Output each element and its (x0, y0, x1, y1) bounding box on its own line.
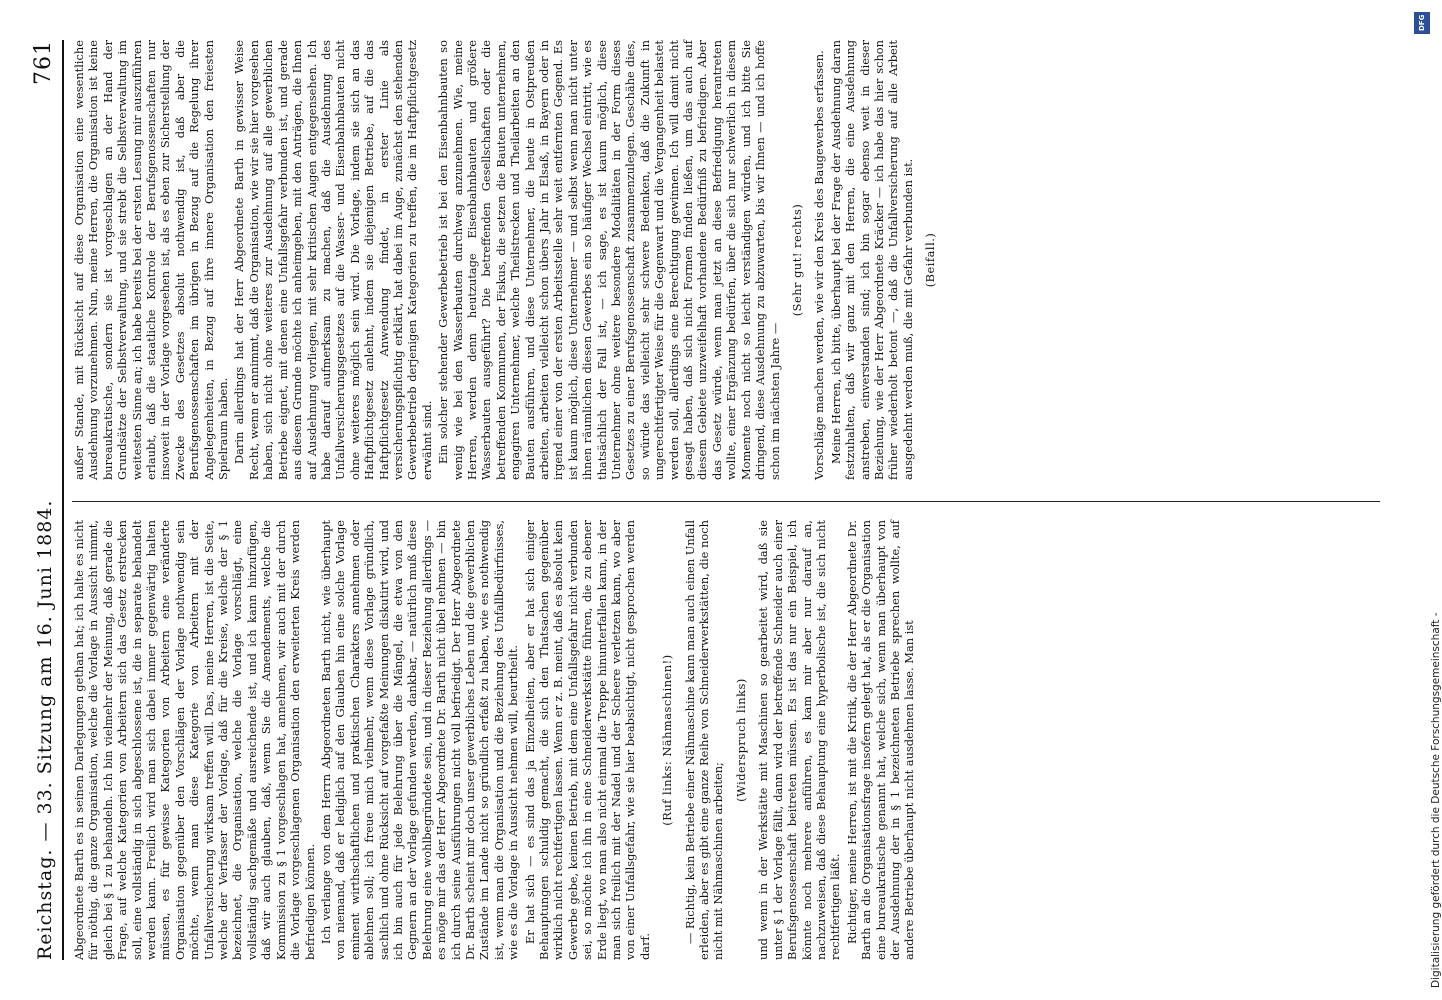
paragraph: und wenn in der Werkstätte mit Maschinen so gearbeitet wird, daß sie unter § 1 der Vorlage fällt, dann wird der betreffende Schneider auch einer Berufsgenossenschaft beitreten müssen. Es ist das nur ein Beispiel, ich könnte noch mehrere anführen, es kam mir aber nur darauf an, nachzuweisen, daß diese Behauptung eine hyperbolische ist, die sich nicht rechtfertigen läßt. (756, 520, 843, 960)
paragraph: Meine Herren, ich bitte, überhaupt bei der Frage der Ausdehnung daran festzuhalten, daß wir ganz mit den Herren, die eine Ausdehnung anstreben, einverstanden sind; ich bin sogar ebenso weit in dieser Beziehung, wie der Herr Abgeordnete Kräcker — ich habe das hier schon früher wiederholt betont —, daß die Unfallversicherung auf alle Arbeit ausgedehnt werden muß, die mit Gefahr verbunden ist. (828, 40, 915, 480)
digitization-credit (1412, 0, 1442, 1000)
column-divider (72, 501, 1380, 502)
paragraph: Er hat sich — es sind das ja Einzelheiten, aber er hat sich einiger Behauptungen schuldig gemacht, die sich den Thatsachen gegenüber wirklich nicht rechtfertigen lassen. Wenn er z. B. meint, daß es absolut kein Gewerbe gebe, keinen Betrieb, mit dem eine Unfallsgefahr nicht verbunden sei, so möchte ich ihn in eine Schneiderwerkstätte führen, die zu ebener Erde liegt, wo man also nicht einmal die Treppe hinunterfallen kann, in der man sich freilich mit der Nadel und der Scheere verletzen kann, wo aber von einer Unfallsgefahr, wie sie hier beabsichtigt, nicht gesprochen werden darf. (522, 520, 652, 960)
paragraph: außer Stande, mit Rücksicht auf diese Organisation eine wesentliche Ausdehnung vorzunehmen. Nun, meine Herren, die Organisation ist keine bureaukratische, sondern sie ist vorgeschlagen an der Hand der Grundsätze der Selbstverwaltung, und sie strebt die Selbstverwaltung im weitesten Sinne an; ich habe bereits bei der ersten Lesung mir auszuführen erlaubt, daß die staatliche Kontrole der Berufsgenossenschaften nur insoweit in der Vorlage vorgesehen ist, als es eben zur Sicherstellung der Zwecke des Gesetzes absolut nothwendig ist, daß aber die Berufsgenossenschaften im übrigen in Bezug auf die Regelung ihrer Angelegenheiten, in Bezug auf ihre innere Organisation den freiesten Spielraum haben. (72, 40, 231, 480)
paragraph: Darin allerdings hat der Herr Abgeordnete Barth in gewisser Weise Recht, wenn er annimmt, daß die Organisation, wie wir sie hier vorgesehen haben, sich nicht ohne weiteres zur Ausdehnung auf alle gewerblichen Betriebe eignet, mit denen eine Unfallsgefahr verbunden ist, und gerade aus diesem Grunde möchte ich anheimgeben, mit den Anträgen, die Ihnen auf Ausdehnung vorliegen, mit sehr kritischen Augen entgegensehen. Ich habe darauf aufmerksam zu machen, daß die Ausdehnung des Unfallversicherungsgesetzes auf die Wasser- und Eisenbahnbauten nicht ohne weiteres möglich sein wird. Die Vorlage, indem sie sich an das Haftpflichtgesetz anlehnt, indem sie diejenigen Betriebe, auf die das Haftpflichtgesetz Anwendung findet, in erster Linie als versicherungspflichtig erklärt, hat dabei im Auge, zunächst den stehenden Gewerbebetrieb derjenigen Kategorien zu treffen, die im Haftpflichtgesetz erwähnt sind. (232, 40, 434, 480)
right-column (72, 40, 1380, 480)
left-column (72, 520, 1380, 960)
interjection: (Sehr gut! rechts) (789, 203, 804, 317)
paragraph: Ich verlange von dem Herrn Abgeordneten Barth nicht, wie überhaupt von niemand, daß er lediglich auf den Glauben hin eine solche Vorlage eminent wirthschaftlichen und praktischen Charakters annehmen oder ablehnen soll; ich freue mich vielmehr, wenn diese Vorlage gründlich, sachlich und ohne Rücksicht auf vorgefaßte Meinungen diskutirt wird, und ich bin auch für jede Belehrung über die Mängel, die etwa von den Gegnern an der Vorlage gefunden werden, dankbar, — natürlich muß diese Belehrung eine wohlbegründete sein, und in dieser Beziehung allerdings — es möge mir das der Herr Abgeordnete Dr. Barth nicht übel nehmen — bin ich durch seine Ausführungen nicht voll befriedigt. Der Herr Abgeordnete Dr. Barth scheint mir doch unser gewerbliches Leben und die gewerblichen Zustände im Lande nicht so gründlich erfaßt zu haben, wie es nothwendig ist, wenn man die Organisation und die Beziehung des Unfallbedürfnisses, wie es die Vorlage in Aussicht nehmen will, beurtheilt. (318, 520, 521, 960)
paragraph: Vorschläge machen werden, wie wir den Kreis des Baugewerbes erfassen. (812, 50, 827, 480)
paragraph: Abgeordnete Barth es in seinen Darlegungen gethan hat; ich halte es nicht für nöthig, die ganze Organisation, welche die Vorlage in Aussicht nimmt, gleich bei § 1 zu behandeln. Ich bin vielmehr der Meinung, daß gerade die Frage, auf welche Kategorien von Arbeitern sich das Gesetz erstrecken soll, eine vollständig in sich abgeschlossene ist, die in separate behandelt werden kann. Freilich wird man sich dabei immer gegenwärtig halten müssen, es für gewisse Kategorien von Arbeitern eine veränderte Organisation gegenüber den Vorschlägen der Vorlage nothwendig sein möchte, wenn man diese Kategorie von Arbeitern mit der Unfallversicherung wirksam treffen will. Das, meine Herren, ist die Seite, welche der Verfasser der Vorlage, daß für die Kreise, welche der § 1 bezeichnet, die Organisation, welche die Vorlage vorschlägt, eine vollständig sachgemäße und ausreichende ist, und ich kann hinzufügen, daß wir auch glauben, daß, wenn Sie die Amendements, welche die Kommission zu § 1 vorgeschlagen hat, annehmen, wir auch mit der durch die Vorlage vorgeschlagenen Organisation den erweiterten Kreis werden befriedigen können. (72, 520, 317, 960)
running-header: Reichstag. — 33. Sitzung am 16. Juni 1884. (34, 499, 56, 960)
page-header (22, 40, 64, 960)
credit-text: Digitalisierung gefördert durch die Deutsche Forschungsgemeinschaft - (1430, 612, 1442, 988)
dfg-logo: DFG (1414, 12, 1430, 34)
paragraph: Richtiger, meine Herren, ist mit die Kritik, die der Herr Abgeordnete Dr. Barth an die Organisationsfrage insofern gelegt hat, als er die Organisation eine bureaukratische genannt hat, welche sich, wenn man überhaupt von der Ausdehnung der in § 1 bezeichneten Betriebe sprechen wollte, auf andere Betriebe überhaupt nicht ausdehnen lasse. Man ist (844, 520, 917, 960)
interjection: (Beifall.) (923, 232, 938, 288)
page-number: 761 (31, 40, 56, 85)
interjection: (Widerspruch links) (733, 678, 748, 802)
paragraph: Ein solcher stehender Gewerbebetrieb ist bei den Eisenbahnbauten so wenig wie bei den Wasserbauten durchweg anzunehmen. Wie, meine Herren, werden denn heutzutage Eisenbahnbauten und größere Wasserbauten ausgeführt? Die betreffenden Gesellschaften oder die betreffenden Kommunen, der Fiskus, die setzen die Bauten unternehmen, engagiren Unternehmer, welche Theilstrecken und Theilarbeiten an den Bauten ausführen, und diese Unternehmer, die heute in Ostpreußen arbeiten, arbeiten vielleicht schon übers Jahr in Elsaß, in Bayern oder in irgend einer von der ersten Arbeitsstelle sehr weit entfernten Gegend. Es ist kaum möglich, diese Unternehmer — und selbst wenn man nicht unter ihnen räumlichen diesen Gewerbes ein so häufiger Wechsel eintritt, wie es thatsächlich der Fall ist, — ich sage, es ist kaum möglich, diese Unternehmer ohne weitere besondere Modalitäten in der Form dieses Gesetzes zu einer Berufsgenossenschaft zusammenzulegen. Geschähe dies, so würde das vielleicht sehr schwere Bedenken, daß die Zukunft in ungerechtfertigter Weise für die Gegenwart und die Vergangenheit belastet werden soll, allerdings eine Berechtigung gewinnen. Ich will damit nicht gesagt haben, daß sich nicht Formen finden ließen, um das auch auf diesem Gebiete unzweifelhaft vorhandene Bedürfniß zu befriedigen. Aber das Gesetz würde, wenn man jetzt an diese Befriedigung herantreten wollte, einer Ergänzung bedürfen, über die sich nur schwerlich in diesem Momente noch nicht so leicht verständigen würden, und ich bitte Sie dringend, diese Ausdehnung zu abzuwarten, bis wir Ihnen — und ich hoffe schon im nächsten Jahre — (436, 40, 782, 480)
paragraph: — Richtig, kein Betriebe einer Nähmaschine kann man auch einen Unfall erleiden, aber es gibt eine ganze Reihe von Schneiderwerkstätten, die noch nicht mit Nähmaschinen arbeiten; (682, 520, 726, 960)
interjection: (Ruf links: Nähmaschinen!) (660, 654, 675, 826)
